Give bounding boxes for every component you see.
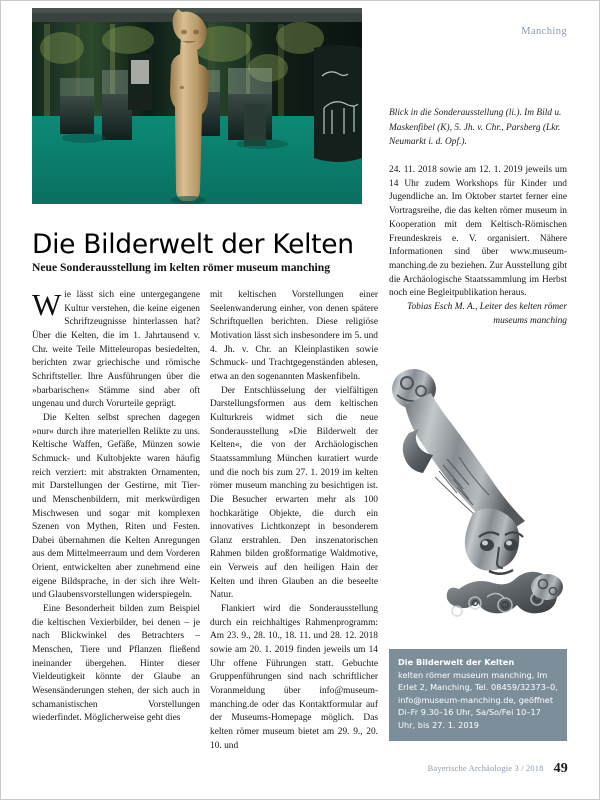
body-paragraph-text: ie lässt sich eine untergegangene Kultur verstehen, die keine eigenen Schriftzeugnisse hinterlassen hat? Über die Kelten, die im 1. Jahrtausend v. Chr. weite Teile Mitteleuropas besiedelten, berichten zwar griechische und römische Schriftsteller. Ihre Ausführungen über die »barbarischen« Stämme sind aber oft ungenau und durch Vorurteile geprägt.: [32, 290, 200, 410]
info-box-body: kelten römer museum manching, Im Erlet 2, Manching, Tel. 08459/32373–0, info@museum-manching.de, geöffnet Di–Fr 9.30–16 Uhr, Sa/So/Fei 10–17 Uhr, bis 27. 1. 2019: [398, 669, 558, 730]
photo-caption: Blick in die Sonderausstellung (li.). Im Bild u. Maskenfibel (K), 5. Jh. v. Chr., Parsberg (Lkr. Neumarkt i. d. Opf.).: [389, 108, 562, 148]
exhibition-photo: [32, 8, 362, 204]
page-subtitle: Neue Sonderausstellung im kelten römer museum manching: [32, 260, 331, 274]
body-paragraph: mit keltischen Vorstellungen einer Seelenwanderung einher, von denen spätere Schriftquellen berichten. Diese religiöse Motivation lässt sich insbesondere im 5. und 4. Jh. v. Chr. an Kleinplastiken sowie Schmuck- und Trachtgegenständen ablesen, etwa an den sogenannten Maskenfibeln.: [210, 290, 378, 382]
mask-fibula-photo: [387, 361, 571, 641]
body-paragraph: Flankiert wird die Sonderausstellung durch ein reichhaltiges Rahmenprogramm: Am 23. 9., 28. 10., 18. 11. und 28. 12. 2018 sowie am 20. 1. 2019 finden jeweils um 14 Uhr offene Führungen statt. Gebuchte Gruppenführungen sind nach schriftlicher Voranmeldung über info@museum-manching.de oder das Kontaktformular auf der Museums-Homepage möglich. Das kelten römer museum bietet am 29. 9., 20. 10. und: [210, 604, 378, 751]
body-paragraph: Der Entschlüsselung der vielfältigen Darstellungsformen aus dem keltischen Kulturkreis widmet sich die neue Sonderausstellung »Die Bilderwelt der Kelten«, die von der Archäologischen Staatssammlung München kuratiert wurde und die noch bis zum 27. 1. 2019 im kelten römer museum manching zu besichtigen ist. Die Besucher erwarten mehr als 100 hochkarätige Objekte, die durch ein innovatives Lichtkonzept in besonderem Glanz erstrahlen. Den inszenatorischen Rahmen bilden großformatige Waldmotive, ein Verweis auf den heiligen Hain der Kelten und ihren Glauben an die beseelte Natur.: [210, 385, 378, 601]
page-title: Die Bilderwelt der Kelten: [32, 228, 354, 260]
page-number: 49: [553, 761, 568, 776]
body-paragraph: [32, 289, 200, 412]
exhibition-photo-graphic: [32, 8, 362, 204]
body-paragraph: Die Kelten selbst sprechen dagegen »nur« durch ihre materiellen Relikte zu uns. Keltische Waffen, Gefäße, Münzen sowie Schmuck- und Kultobjekte waren häufig reich verziert: mit abstrakten Ornamenten, mit Darstellungen der Gestirne, mit Tier- und Menschenbildern, mit merkwürdigen Mischwesen und sogar mit komplexen Szenen von Mythen, Riten und Festen. Dabei übernahmen die Kelten Anregungen aus dem Mittelmeerraum und dem Vorderen Orient, entwickelten aber zunehmend eine eigene Bildsprache, in der sich ihre Welt- und Glaubensvorstellungen widerspiegeln.: [32, 412, 200, 601]
running-head: Manching: [521, 26, 567, 37]
body-paragraph: Eine Besonderheit bilden zum Beispiel die keltischen Vexierbilder, bei denen – je nach Blickwinkel des Betrachters – Menschen, Tiere und Pflanzen fließend ineinander übergehen. Hinter dieser Vieldeutigkeit könnte der Glaube an Wesensänderungen stehen, der sich auch in schamanistischen Vorstellungen wiederfindet. Möglicherweise geht dies: [32, 604, 200, 724]
body-column-2: [210, 289, 378, 753]
info-box: [389, 649, 567, 741]
article-byline: Tobias Esch M. A., Leiter des kelten römer museums manching: [407, 302, 567, 326]
right-column-text: [389, 164, 567, 328]
mask-fibula-graphic: [387, 361, 571, 641]
body-column-1: [32, 289, 200, 726]
footer-source: Bayerische Archäologie 3 / 2018: [427, 764, 544, 773]
right-column-paragraph: 24. 11. 2018 sowie am 12. 1. 2019 jeweils um 14 Uhr zudem Workshops für Kinder und Jugendliche an. Im Oktober startet ferner eine Vortragsreihe, die das kelten römer museum in Kooperation mit dem Keltisch-Römischen Freundeskreis e. V. organisiert. Nähere Informationen sind über www.museum-manching.de zu beziehen. Zur Ausstellung gibt die Archäologische Staatssammlung im Herbst noch eine Begleitpublikation heraus.: [389, 165, 567, 299]
info-box-title: Die Bilderwelt der Kelten: [398, 657, 515, 667]
drop-cap: W: [32, 287, 62, 322]
page-footer: [1, 761, 568, 777]
